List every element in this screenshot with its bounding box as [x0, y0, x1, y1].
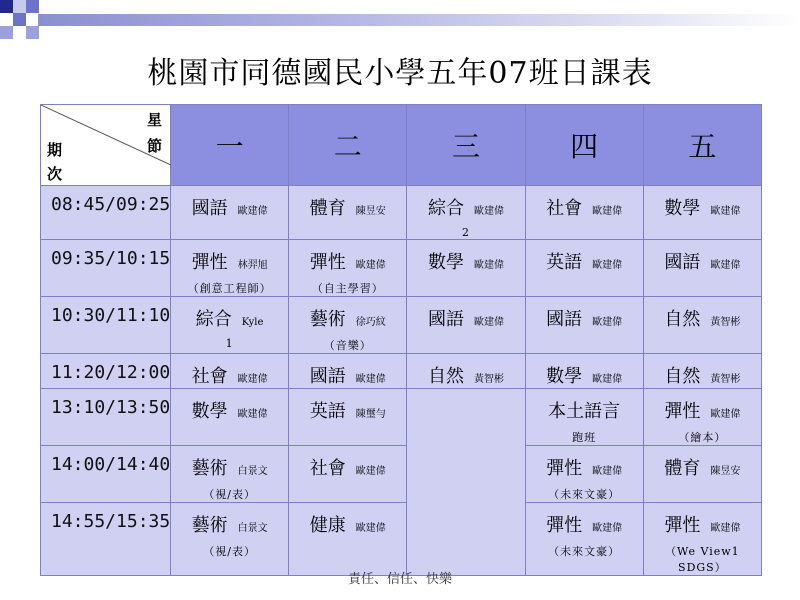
period-time: 14:55/15:35 [41, 503, 171, 576]
subject-name: 彈性 [664, 515, 701, 536]
subject-name: 國語 [664, 252, 701, 273]
class-cell [525, 297, 643, 354]
decor-square [0, 26, 13, 39]
subject-name: 本土語言 [548, 401, 621, 422]
subject-name: 自然 [664, 366, 701, 387]
subject-name: 體育 [664, 458, 701, 479]
decor-gradient-bar [38, 14, 800, 26]
decor-square [26, 0, 39, 13]
subject-name: 體育 [309, 198, 346, 219]
teacher-name: 陳璽勻 [355, 409, 386, 420]
class-note: （自主學習） [311, 282, 384, 295]
class-note: （繪本） [678, 431, 727, 444]
subject-name: 藝術 [191, 458, 228, 479]
table-row [41, 240, 762, 297]
decor-square [13, 13, 26, 26]
subject-name: 社會 [546, 198, 583, 219]
teacher-name: 歐建偉 [592, 523, 623, 534]
class-cell [643, 297, 761, 354]
class-cell [171, 240, 289, 297]
empty-cell [407, 389, 525, 576]
teacher-name: 歐建偉 [355, 523, 386, 534]
class-note: （音樂） [323, 339, 372, 352]
subject-name: 健康 [309, 515, 346, 536]
subject-name: 藝術 [191, 515, 228, 536]
class-cell [289, 503, 407, 576]
subject-name: 英語 [546, 252, 583, 273]
class-note: （創意工程師） [187, 282, 272, 295]
class-note: （We View1 SDGS） [665, 545, 740, 574]
teacher-name: 歐建偉 [710, 523, 741, 534]
teacher-name: 徐巧紋 [355, 317, 386, 328]
teacher-name: 歐建偉 [592, 374, 623, 385]
subject-name: 彈性 [546, 458, 583, 479]
period-time: 14:00/14:40 [41, 446, 171, 503]
class-cell [643, 354, 761, 389]
page-title: 桃園市同德國民小學五年07班日課表 [147, 56, 653, 91]
table-row [41, 186, 762, 240]
teacher-name: 黃智彬 [473, 374, 504, 385]
class-cell [171, 446, 289, 503]
teacher-name: 歐建偉 [355, 374, 386, 385]
class-note: （視/表） [203, 488, 256, 501]
teacher-name: 歐建偉 [592, 260, 623, 271]
corner-period-bottom: 次 [47, 165, 63, 183]
teacher-name: 歐建偉 [473, 260, 504, 271]
class-cell [289, 186, 407, 240]
table-row [41, 503, 762, 576]
corner-period-top: 期 [47, 141, 63, 159]
timetable [40, 104, 762, 576]
class-note: （未來文豪） [548, 545, 621, 558]
teacher-name: Kyle [241, 317, 264, 328]
day-header: 二 [289, 105, 407, 186]
table-row [41, 389, 762, 446]
subject-name: 社會 [191, 366, 228, 387]
table-row [41, 297, 762, 354]
class-cell [171, 297, 289, 354]
header-row [41, 105, 762, 186]
day-header: 一 [171, 105, 289, 186]
corner-weekday-top: 星 [146, 111, 162, 129]
timetable-body [41, 186, 762, 576]
teacher-name: 歐建偉 [237, 409, 268, 420]
class-cell [643, 446, 761, 503]
subject-name: 綜合 [195, 309, 232, 330]
period-time: 08:45/09:25 [41, 186, 171, 240]
class-cell [407, 297, 525, 354]
class-cell [525, 354, 643, 389]
day-header: 五 [643, 105, 761, 186]
table-row [41, 354, 762, 389]
subject-name: 國語 [191, 198, 228, 219]
teacher-name: 歐建偉 [710, 206, 741, 217]
subject-name: 數學 [427, 252, 464, 273]
corner-weekday-bottom: 節 [146, 137, 162, 155]
day-header: 三 [407, 105, 525, 186]
class-cell [289, 297, 407, 354]
class-cell [407, 354, 525, 389]
teacher-name: 歐建偉 [473, 317, 504, 328]
class-cell [643, 389, 761, 446]
class-cell [407, 186, 525, 240]
period-time: 10:30/11:10 [41, 297, 171, 354]
footer-motto: 責任、信任、快樂 [347, 572, 452, 587]
corner-cell [41, 105, 171, 186]
teacher-name: 黃智彬 [710, 317, 741, 328]
class-note: 1 [225, 337, 234, 350]
class-note: （未來文豪） [548, 488, 621, 501]
teacher-name: 歐建偉 [592, 317, 623, 328]
teacher-name: 歐建偉 [473, 206, 504, 217]
teacher-name: 歐建偉 [592, 466, 623, 477]
teacher-name: 白景文 [237, 523, 268, 534]
class-cell [289, 240, 407, 297]
decor-square [26, 26, 39, 39]
teacher-name: 白景文 [237, 466, 268, 477]
class-cell [289, 389, 407, 446]
class-cell [525, 186, 643, 240]
subject-name: 國語 [309, 366, 346, 387]
subject-name: 社會 [309, 458, 346, 479]
subject-name: 國語 [546, 309, 583, 330]
day-header: 四 [525, 105, 643, 186]
teacher-name: 林羿旭 [237, 260, 268, 271]
teacher-name: 歐建偉 [355, 466, 386, 477]
class-cell [525, 240, 643, 297]
class-cell [171, 503, 289, 576]
class-cell [171, 186, 289, 240]
teacher-name: 黃智彬 [710, 374, 741, 385]
teacher-name: 歐建偉 [710, 260, 741, 271]
class-note: 2 [461, 226, 470, 239]
subject-name: 藝術 [309, 309, 346, 330]
class-cell [525, 389, 643, 446]
teacher-name: 陳昱安 [710, 466, 741, 477]
class-cell [525, 446, 643, 503]
subject-name: 數學 [546, 366, 583, 387]
class-cell [171, 389, 289, 446]
teacher-name: 歐建偉 [710, 409, 741, 420]
decor-square [13, 0, 26, 13]
class-cell [525, 503, 643, 576]
subject-name: 英語 [309, 401, 346, 422]
class-cell [643, 186, 761, 240]
subject-name: 國語 [427, 309, 464, 330]
period-time: 09:35/10:15 [41, 240, 171, 297]
period-time: 11:20/12:00 [41, 354, 171, 389]
decor-square [0, 0, 13, 13]
subject-name: 彈性 [546, 515, 583, 536]
class-cell [643, 503, 761, 576]
class-cell [289, 354, 407, 389]
subject-name: 自然 [427, 366, 464, 387]
subject-name: 彈性 [309, 252, 346, 273]
subject-name: 彈性 [664, 401, 701, 422]
subject-name: 自然 [664, 309, 701, 330]
subject-name: 綜合 [427, 198, 464, 219]
teacher-name: 歐建偉 [237, 374, 268, 385]
class-note: 跑班 [572, 431, 597, 444]
class-cell [289, 446, 407, 503]
period-time: 13:10/13:50 [41, 389, 171, 446]
class-cell [171, 354, 289, 389]
subject-name: 數學 [664, 198, 701, 219]
teacher-name: 歐建偉 [237, 206, 268, 217]
table-row [41, 446, 762, 503]
class-cell [407, 240, 525, 297]
subject-name: 彈性 [191, 252, 228, 273]
teacher-name: 陳昱安 [355, 206, 386, 217]
class-note: （視/表） [203, 545, 256, 558]
class-cell [643, 240, 761, 297]
teacher-name: 歐建偉 [592, 206, 623, 217]
subject-name: 數學 [191, 401, 228, 422]
teacher-name: 歐建偉 [355, 260, 386, 271]
